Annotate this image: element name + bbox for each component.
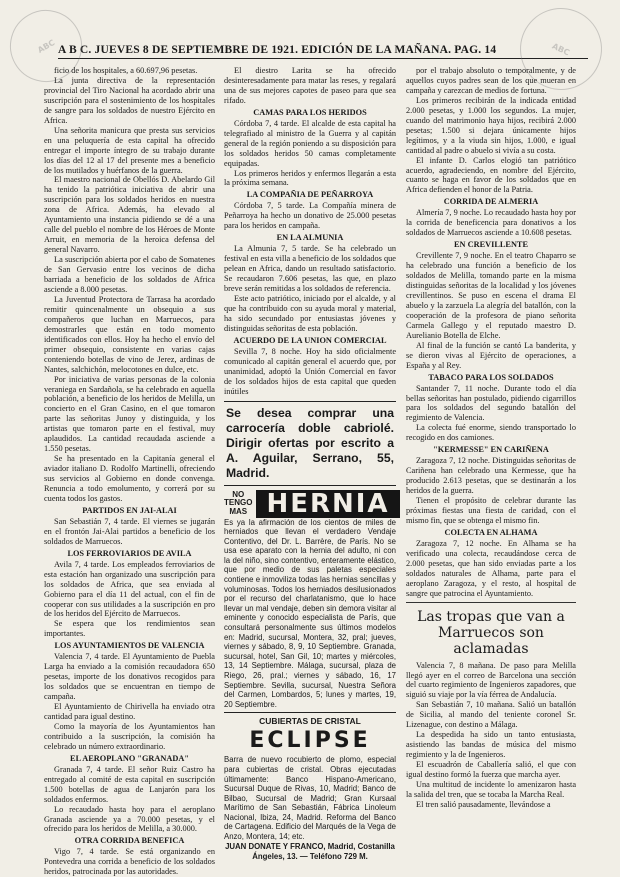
eclipse-ad-footer: JUAN DONATE Y FRANCO, Madrid, Costanilla Ángeles, 13. — Teléfono 729 M.	[225, 841, 395, 861]
paragraph: San Sebastián 7, 4 tarde. El viernes se jugarán en el frontón Jai-Alai partidos a beneficio de los soldados de Marruecos.	[44, 516, 215, 546]
paragraph: El escuadrón de Caballería salió, el que con igual destino formó la fuerza que marcha ayer.	[406, 760, 576, 780]
paragraph: Lo recaudado hasta hoy para el aeroplano Granada asciende ya a 70.000 pesetas, y el ofrecido para los heridos de Melilla, a 30.000.	[44, 804, 215, 834]
paragraph: Valencia 7, 8 mañana. De paso para Melilla llegó ayer en el correo de Barcelona una sección del cuarto regimiento de Ingenieros zapadores, que siguió su viaje por la vía férrea de Andalucía.	[406, 660, 576, 700]
paragraph: Sevilla 7, 8 noche. Hoy ha sido oficialmente comunicado al capitán general el acuerdo que, por unanimidad, adoptó la Unión Comercial en favor de los soldados hijos de esta capital que queden inútiles	[224, 346, 396, 396]
library-stamp-left: ABC	[0, 0, 95, 95]
paragraph: El Ayuntamiento de Chirivella ha enviado otra cantidad para igual destino.	[44, 702, 215, 721]
section-heading: ACUERDO DE LA UNION COMERCIAL	[233, 335, 387, 345]
section-heading: EN CREVILLENTE	[454, 240, 528, 250]
paragraph: Una multitud de incidente lo amenizaron hasta la salida del tren, que se tocaba la Marcha Real.	[406, 780, 576, 799]
paragraph: La Almunia 7, 5 tarde. Se ha celebrado un festival en esta villa a beneficio de los soldados que pelean en Africa, dando un resultado satisfactorio. Se recaudaron 7.606 pesetas, las que, en plazo breve serán remitidas a los soldados de referencia.	[224, 244, 396, 294]
eclipse-ad-top: CUBIERTAS DE CRISTAL	[259, 716, 361, 727]
paragraph: Tienen el propósito de celebrar durante las próximas fiestas una fiesta de caridad, con el mismo fin, que se obtenga el mismo fin.	[406, 496, 576, 525]
section-heading: LOS FERROVIARIOS DE AVILA	[67, 548, 192, 558]
eclipse-ad-title: ECLIPSE	[249, 728, 371, 754]
section-heading: TABACO PARA LOS SOLDADOS	[428, 372, 554, 382]
article-headline: Las tropas que van a Marruecos son aclamadas	[417, 608, 565, 657]
paragraph: El infante D. Carlos elogió tan patriótico acuerdo, agradeciendo, en nombre del Ejército, cuanto se haga en favor de los soldados que en Africa defienden el honor de la Patria.	[406, 155, 576, 195]
paragraph: Avila 7, 4 tarde. Los empleados ferroviarios de esta estación han organizado una suscripción para los soldados de Africa, que sea enviada al Gobierno para el día 11 del actual, con el fin de cooperar con sus utilidades a la suscripción en pro de los heridos del Ejército de Marruecos.	[44, 559, 215, 619]
carroceria-ad	[224, 401, 396, 486]
section-heading: "KERMESSE" EN CARIÑENA	[433, 445, 549, 455]
column-1	[44, 66, 215, 877]
column-3-articles	[406, 66, 576, 599]
paragraph: ficio de los hospitales, a 60.697,96 pesetas.	[54, 66, 198, 75]
paragraph: Santander 7, 11 noche. Durante todo el día bellas señoritas han postulado, pidiendo cigarrillos para los soldados del segundo batallón del regimiento de Valencia.	[406, 383, 576, 423]
paragraph: La suscripción abierta por el cabo de Somatenes de San Gervasio entre los vecinos de dicha barriada a beneficio de los soldados de Africa asciende a 8.000 pesetas.	[44, 255, 215, 294]
paragraph: San Sebastián 7, 10 mañana. Salió un batallón de Sicilia, al mando del teniente coronel Sr. Lizenague, con destino a Málaga.	[406, 700, 576, 730]
hernia-ad-title: HERNIA	[256, 490, 399, 518]
paragraph: Como la mayoría de los Ayuntamientos han contribuido a la suscripción, la comisión ha celebrado un número extraordinario.	[44, 721, 215, 751]
paragraph: La junta directiva de la representación provincial del Tiro Nacional ha acordado abrir una suscripción para el sostenimiento de los hospitales de sangre para los soldados de nuestro Ejército en Africa.	[44, 75, 215, 125]
paragraph: Al final de la función se cantó La banderita, y se dieron vivas al Ejército de operaciones, a España y al Rey.	[406, 340, 576, 370]
paragraph: Valencia 7, 4 tarde. El Ayuntamiento de Puebla Larga ha enviado a la comisión recaudadora 650 pesetas, importe de los donativos recogidos para los soldados que se encuentran en tiempo de campaña.	[44, 652, 215, 702]
paragraph: Los primeros heridos y enfermos llegarán a esta la próxima semana.	[224, 168, 396, 188]
section-heading: PARTIDOS EN JAI-ALAI	[82, 505, 177, 515]
column-2	[224, 66, 396, 861]
paragraph: Zaragoza 7, 12 noche. Distinguidas señoritas de Cariñena han celebrado una Kermesse, que ha producido 2.613 pesetas, que se destinarán a los heridos de la guerra.	[406, 456, 576, 496]
library-stamp-right: ABC	[507, 0, 616, 103]
paragraph: Córdoba 7, 5 tarde. La Compañía minera de Peñarroya ha hecho un donativo de 25.000 pesetas para los heridos en campaña.	[224, 201, 396, 231]
section-heading: COLECTA EN ALHAMA	[444, 527, 538, 537]
section-divider	[406, 602, 576, 603]
paragraph: Córdoba 7, 4 tarde. El alcalde de esta capital ha telegrafiado al ministro de la Guerra y al capitán general de la región poniendo a su disposición para los soldados heridos 50 camas completamente equipadas.	[224, 118, 396, 168]
page-header: A B C. JUEVES 8 DE SEPTIEMBRE DE 1921. EDICIÓN DE LA MAÑANA. PAG. 14	[58, 44, 588, 59]
eclipse-ad	[224, 717, 396, 861]
paragraph: Por iniciativa de varias personas de la colonia veraniega en Sardañola, se ha celebrado en aquella población, a beneficio de los heridos de Melilla, un concierto en el Gran Casino, en el que tomaron parte las señoritas Junoy y distinguida, y los artistas que tomaron parte en el festival, muy aplaudidos. La cantidad recaudada asciende a 1.550 pesetas.	[44, 374, 215, 454]
hernia-ad	[224, 490, 396, 714]
paragraph: La despedida ha sido un tanto entusiasta, asistiendo las bandas de música del mismo regimiento y la de Ingenieros.	[406, 730, 576, 760]
paragraph: El tren salió pausadamente, llevándose a	[416, 799, 551, 809]
paragraph: Granada 7, 4 tarde. El señor Ruiz Castro ha entregado al comité de esta capital en suscripción 1.500 botellas de agua de Lanjarón para los soldados enfermos.	[44, 764, 215, 804]
eclipse-ad-body: Barra de nuevo rocubierto de plomo, especial para cubiertas de cristal. Obras ejecutadas últimamente: Banco Hispano-Americano, Sucursal Duque de Rivas, 10, Madrid; Banco de Bilbao, Sucursal de Madrid; Gran Kursaal Marítimo de San Sebastián, Fábrica Linoleum Nacional, Ibiza, 24, Madrid. Reforma del Banco de Cartagena. Edificio del Marqués de la Vega de Anzo, Montera, 14; etc.	[224, 755, 396, 842]
section-heading: EN LA ALMUNIA	[276, 233, 344, 243]
section-heading: LOS AYUNTAMIENTOS DE VALENCIA	[54, 641, 205, 651]
paragraph: El maestro nacional de Obellós D. Abelardo Gil ha tenido la patriótica iniciativa de abrir una suscripción para los soldados heridos en nuestra zona de Africa. Además, ha elevado al Ayuntamiento una instancia pidiendo se dé a una calle del pueblo el nombre de los Héroes de Monte Arruit, en memoria de la heroica defensa del general Navarro.	[44, 175, 215, 255]
paragraph: Este acto patriótico, iniciado por el alcalde, y al que ha contribuido con su ayuda moral y material, ha sido secundado por entusiastas jóvenes y distinguidas señoritas de esta población.	[224, 293, 396, 333]
paragraph: La Juventud Protectora de Tarrasa ha acordado remitir quincenalmente un obsequio a sus compañeros que luchan en Marruecos, para demostrarles que están en todo momento identificados con ellos. Hoy ha hecho el envío del primer obsequio, consistente en varias cajas conteniendo botellas de vino de Jerez, ardinas de Nantes, salchichón, melocotones en dulce, etc.	[44, 294, 215, 374]
section-heading: CORRIDA DE ALMERIA	[443, 197, 539, 207]
paragraph: La colecta fué enorme, siendo transportado lo recogido en dos camiones.	[406, 423, 576, 443]
column-2-articles	[224, 66, 396, 397]
paragraph: Vigo 7, 4 tarde. Se está organizando en Pontevedra una corrida a beneficio de los soldados heridos, patrocinada por las autoridades.	[44, 847, 215, 877]
paragraph: El diestro Larita se ha ofrecido desinteresadamente para matar las reses, y regalará una de sus mejores capotes de paseo para que sea rifado.	[224, 66, 396, 105]
carroceria-ad-text: Se desea comprar una carrocería doble cabriolé. Dirigir ofertas por escrito a A. Aguilar, Serrano, 55, Madrid.	[226, 405, 394, 480]
column-3-article-body	[406, 661, 576, 810]
hernia-ad-body: Es ya la afirmación de los cientos de miles de herniados que llevan el verdadero Vendaje Contentivo, del Dr. L. Barrère, de París. No se usa ese aparato con la hernia del adulto, ni con la del niño, sino contentivo, enteramente elástico, que por medio de sus paletas especiales contiene e inmoviliza todas las hernias sencillas y voluminosas. Todos los herniados desilusionados por el recurso del charlatanismo, que lo hace llevar un mal vendaje, deben sin demora visitar al eminente y conocido especialista de París, que consultará personalmente sus últimos modelos en: Madrid, sucursal, Montera, 32, pral; jueves, viernes y sábado, 8, 9, 10 Septiembre. Granada, sucursal, hotel, San Gil, 10; martes y miércoles, 13, 14 Septiembre. Málaga, sucursal, plaza de Riego, 26, pral.; viernes y sábado, 16, 17 Septiembre. Sevilla, sucursal, Nuestra Señora del Carmen, Lombardos, 5; lunes y martes, 19, 20 Septiembre.	[224, 517, 396, 709]
paragraph: por el trabajo absoluto o temporalmente, y de aquellos cuyos padres sean de los que mueran en campaña y carezcan de medios de fortuna.	[406, 66, 576, 95]
hernia-ad-tag: NO TENGO MAS	[224, 489, 253, 516]
section-heading: CAMAS PARA LOS HERIDOS	[253, 107, 367, 117]
paragraph: Los primeros recibirán de la indicada entidad 2.000 pesetas, y 1.000 los segundos. La mujer, cuando del matrimonio haya hijos, recibirá 2.000 pesetas; 1.500 si dejara únicamente hijos legítimos, y a la viuda sin hijos, 1.000, e igual cantidad al padre o abuelo si vivía a su costa.	[406, 95, 576, 155]
section-heading: EL AEROPLANO "GRANADA"	[70, 753, 189, 763]
paragraph: Se ha presentado en la Capitanía general el aviador italiano D. Rodolfo Martinelli, ofreciendo sus servicios al Gobierno en donde convenga. Renuncia a todo emolumento, y correrá por su cuenta todos los gastos.	[44, 454, 215, 503]
paragraph: Crevillente 7, 9 noche. En el teatro Chaparro se ha celebrado una función a beneficio de los soldados de Melilla, tomando parte en la misma distinguidas señoritas de la localidad y los jóvenes crevillentinos. Se puso en escena el drama El abuelo y la zarzuela La alegría del batallón, con la cooperación de la profesora de piano señorita Carmela Gallego y el reputado maestro D. Aurelianio Botella de Elche.	[406, 251, 576, 340]
paragraph: Se espera que los rendimientos sean importantes.	[44, 619, 215, 639]
section-heading: LA COMPAÑIA DE PEÑARROYA	[246, 190, 374, 200]
column-3	[406, 66, 576, 836]
paragraph: Almería 7, 9 noche. Lo recaudado hasta hoy por la corrida de beneficencia para donativos a los soldados de Marruecos asciende a 10.608 pesetas.	[406, 208, 576, 238]
section-heading: OTRA CORRIDA BENEFICA	[74, 836, 185, 846]
paragraph: Zaragoza 7, 12 noche. En Alhama se ha verificado una colecta, recaudándose cerca de 2.000 pesetas, que han sido enviadas parte a los soldados naturales de Alhama, parte para el aeroplano Zaragoza, y el resto, al hospital de sangre que patrocina el Ayuntamiento.	[406, 538, 576, 598]
paragraph: Una señorita manicura que presta sus servicios en una peluquería de esta capital ha ofrecido entregar el importe íntegro de su trabajo durante los días del 12 al 17 del presente mes a beneficio de los mutilados y huérfanos de la guerra.	[44, 125, 215, 175]
